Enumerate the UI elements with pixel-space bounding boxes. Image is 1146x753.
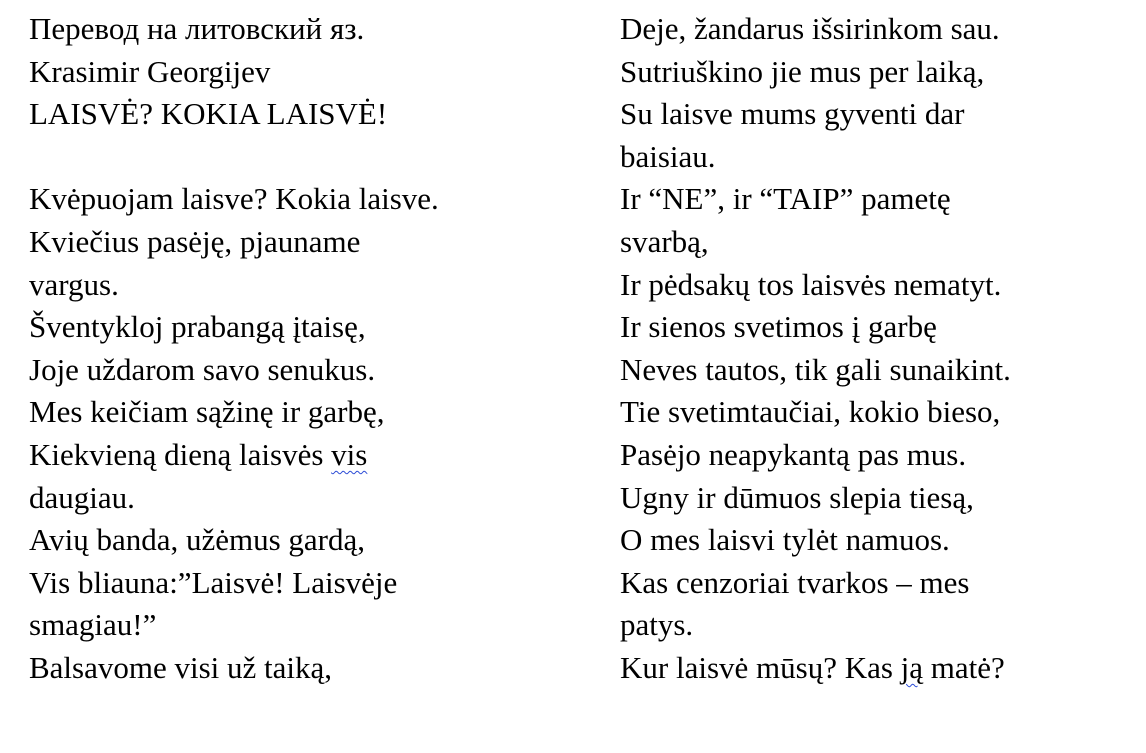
- spellcheck-flagged-word[interactable]: vis: [331, 436, 368, 472]
- spellcheck-flagged-word[interactable]: ją: [900, 649, 924, 685]
- poem-line: Avių banda, užėmus gardą,: [29, 522, 366, 558]
- poem-line: Tie svetimtaučiai, kokio bieso,: [620, 394, 1001, 430]
- poem-line: svarbą,: [620, 223, 709, 259]
- poem-line: Перевод на литовский яз.: [29, 11, 365, 46]
- poem-line: Sutriuškino jie mus per laiką,: [620, 53, 985, 89]
- poem-line-text: Kiekvieną dieną laisvės: [29, 436, 332, 472]
- poem-line: baisiau.: [620, 138, 716, 174]
- poem-line: Šventykloj prabangą įtaisę,: [29, 309, 366, 345]
- poem-line: patys.: [620, 607, 694, 643]
- poem-line: Vis bliauna:”Laisvė! Laisvėje: [29, 564, 398, 600]
- poem-line: Neves tautos, tik gali sunaikint.: [620, 351, 1011, 387]
- poem-line: Ir sienos svetimos į garbę: [620, 309, 937, 345]
- blank-line: [29, 136, 589, 179]
- poem-line: Balsavome visi už taiką,: [29, 649, 333, 685]
- author-name: Krasimir Georgijev: [29, 53, 271, 89]
- poem-column-left: [29, 8, 589, 690]
- poem-line: O mes laisvi tylėt namuos.: [620, 522, 950, 558]
- poem-line: Kviečius pasėję, pjauname: [29, 223, 361, 259]
- poem-line-text: matė?: [923, 649, 1005, 685]
- poem-line: vargus.: [29, 266, 119, 302]
- poem-line: Kvėpuojam laisve? Kokia laisve.: [29, 181, 439, 217]
- poem-line: daugiau.: [29, 479, 135, 515]
- poem-line: Ir pėdsakų tos laisvės nematyt.: [620, 266, 1002, 302]
- poem-line: smagiau!”: [29, 607, 157, 643]
- poem-line: [29, 434, 589, 477]
- poem-line: Mes keičiam sąžinę ir garbę,: [29, 394, 385, 430]
- poem-line: Pasėjo neapykantą pas mus.: [620, 436, 967, 472]
- poem-title: LAISVĖ? KOKIA LAISVĖ!: [29, 96, 388, 132]
- poem-line: Joje uždarom savo senukus.: [29, 351, 376, 387]
- poem-line: Su laisve mums gyventi dar: [620, 96, 965, 132]
- poem-line: Ugny ir dūmuos slepia tiesą,: [620, 479, 974, 515]
- poem-column-right: [620, 8, 1140, 690]
- poem-line: Kas cenzoriai tvarkos – mes: [620, 564, 970, 600]
- poem-line-text: Kur laisvė mūsų? Kas: [620, 649, 901, 685]
- poem-line: [620, 647, 1140, 690]
- poem-line: Deje, žandarus išsirinkom sau.: [620, 11, 1000, 46]
- poem-line: Ir “NE”, ir “TAIP” pametę: [620, 181, 951, 217]
